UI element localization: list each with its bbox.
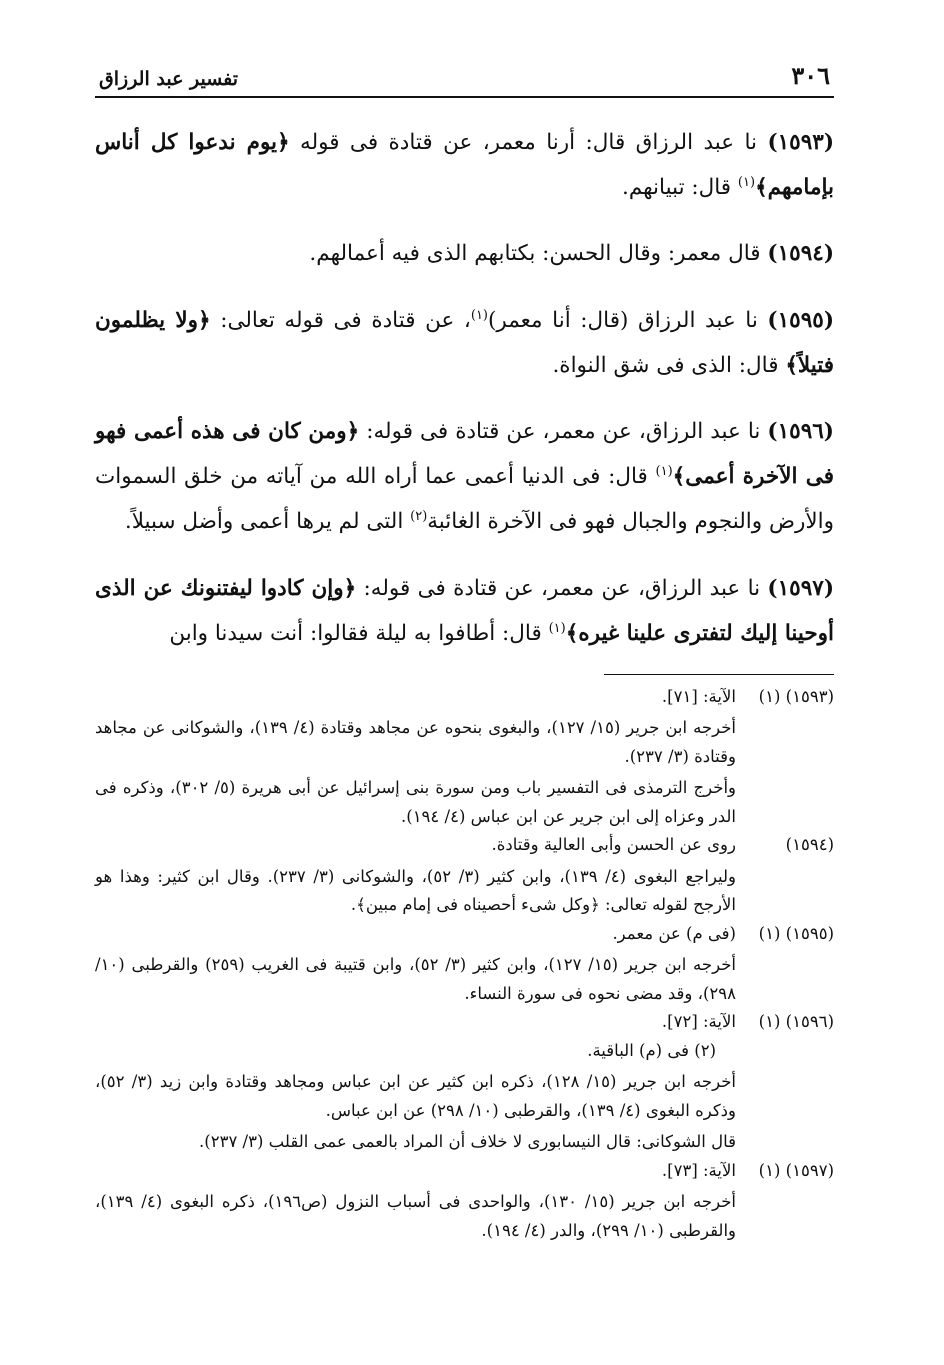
footnote-tag: (١٥٩٦) (١) <box>758 1012 834 1031</box>
entry-1597 <box>95 566 834 656</box>
quran-verse: ﴿ولا يظلمون فتيلاً﴾ <box>95 307 834 378</box>
footnote-text: الآية: [٧١]. <box>661 686 736 706</box>
entry-text-mid: قال: فى الدنيا أعمى عما أراه الله من آياته من خلق السموات والأرض والنجوم والجبال فهو فى الآخرة الغائبة <box>95 464 834 534</box>
entry-text: نا عبد الرزاق قال: أرنا معمر، عن قتادة فى قوله <box>289 129 768 155</box>
entry-text: قال معمر: وقال الحسن: بكتابهم الذى فيه أعمالهم. <box>309 241 768 266</box>
footnote-sub: (٢) فى (م) الباقية. <box>587 1040 716 1060</box>
entry-text: نا عبد الرزاق (قال: أنا معمر) <box>488 307 768 333</box>
quran-verse: ﴿يوم ندعوا كل أناس بإمامهم﴾ <box>95 129 834 200</box>
footnote-1594 <box>95 831 834 920</box>
footnote-ref: (١) <box>737 174 756 190</box>
footnote-paragraph: أخرجه ابن جرير (١٥/ ١٣٠)، والواحدى فى أسباب النزول (ص١٩٦)، ذكره البغوى (٤/ ١٣٩)، والقرطبى (١٠/ ٢٩٩)، والدر (٤/ ١٩٤). <box>95 1192 736 1240</box>
footnote-tag: (١٥٩٧) (١) <box>758 1160 834 1180</box>
footnote-paragraph: أخرجه ابن جرير (١٥/ ١٢٧)، وابن كثير (٣/ ٥٢)، وابن قتيبة فى الغريب (٢٥٩) والقرطبى (١٠/ ٢٩٨)، وقد مضى نحوه فى سورة النساء. <box>95 955 736 1003</box>
entry-text: نا عبد الرزاق، عن معمر، عن قتادة فى قوله: <box>356 575 768 601</box>
footnote-text: (فى م) عن معمر. <box>612 923 736 943</box>
entry-1595 <box>95 298 834 388</box>
entry-text: نا عبد الرزاق، عن معمر، عن قتادة فى قوله: <box>359 419 768 444</box>
quran-verse: ﴿ومن كان فى هذه أعمى فهو فى الآخرة أعمى﴾ <box>95 419 834 489</box>
page-header <box>95 60 834 98</box>
footnote-tag: (١٥٩٤) <box>785 835 834 854</box>
footnote-tag: (١٥٩٣) (١) <box>758 686 834 706</box>
page-number: ٣٠٦ <box>791 61 830 90</box>
main-text <box>95 120 834 656</box>
footnote-1596 <box>95 1008 834 1157</box>
entry-text-end: قال: الذى فى شق النواة. <box>552 352 786 378</box>
entry-1596 <box>95 409 834 544</box>
entry-number: (١٥٩٤) <box>767 241 834 266</box>
footnote-1597 <box>95 1157 834 1246</box>
entry-text-end: قال: أطافوا به ليلة فقالوا: أنت سيدنا وابن <box>169 620 549 646</box>
footnote-ref: (١) <box>470 307 488 323</box>
footnote-text: روى عن الحسن وأبى العالية وقتادة. <box>491 835 736 854</box>
footnotes <box>95 683 834 1246</box>
footnote-paragraph-2: وأخرج الترمذى فى التفسير باب ومن سورة بنى إسرائيل عن أبى هريرة (٥/ ٣٠٢)، وذكره فى الدر وعزاه إلى ابن جرير عن ابن عباس (٤/ ١٩٤). <box>95 778 737 826</box>
footnote-paragraph: أخرجه ابن جرير (١٥/ ١٢٨)، ذكره ابن كثير عن ابن عباس ومجاهد وقتادة وابن زيد (٣/ ٥٢)، وذكره البغوى (٤/ ١٣٩)، والقرطبى (١٠/ ٢٩٨) عن ابن عباس. <box>95 1072 736 1120</box>
footnote-1595 <box>95 920 834 1009</box>
entry-number: (١٥٩٧) <box>767 575 834 601</box>
footnote-text: الآية: [٧٢]. <box>661 1012 736 1031</box>
footnote-ref: (١) <box>548 620 566 636</box>
entry-text-end: التى لم يرها أعمى وأضل سبيلاً. <box>124 509 411 534</box>
entry-number: (١٥٩٣) <box>767 129 835 155</box>
entry-number: (١٥٩٦) <box>767 419 834 444</box>
entry-1593 <box>95 120 834 210</box>
footnote-ref-2: (٢) <box>410 508 428 524</box>
footnote-paragraph: أخرجه ابن جرير (١٥/ ١٢٧)، والبغوى بنحوه عن مجاهد وقتادة (٤/ ١٣٩)، والشوكانى عن مجاهد وقتادة (٣/ ٢٣٧). <box>95 718 737 766</box>
footnote-tag: (١٥٩٥) (١) <box>758 923 834 943</box>
footnote-ref: (١) <box>655 463 673 479</box>
quran-verse: ﴿وإن كادوا ليفتنونك عن الذى أوحينا إليك لتفترى علينا غيره﴾ <box>95 575 834 646</box>
footnote-paragraph: وليراجع البغوى (٤/ ١٣٩)، وابن كثير (٣/ ٥٢)، والشوكانى (٣/ ٢٣٧). وقال ابن كثير: وهذا هو الأرجح لقوله تعالى: ﴿وكل شىء أحصيناه فى إمام مبين﴾. <box>95 866 737 914</box>
footnote-paragraph-2: قال الشوكانى: قال النيسابورى لا خلاف أن المراد بالعمى عمى القلب (٣/ ٢٣٧). <box>199 1132 736 1151</box>
footnote-1593 <box>95 683 834 832</box>
entry-number: (١٥٩٥) <box>767 307 834 333</box>
entry-text-end: قال: تبيانهم. <box>622 174 738 200</box>
footnote-separator <box>604 674 834 675</box>
running-title: تفسير عبد الرزاق <box>99 68 239 90</box>
entry-text-mid: ، عن قتادة فى قوله تعالى: <box>210 307 471 333</box>
footnote-text: الآية: [٧٣]. <box>661 1160 736 1180</box>
entry-1594 <box>95 231 834 276</box>
